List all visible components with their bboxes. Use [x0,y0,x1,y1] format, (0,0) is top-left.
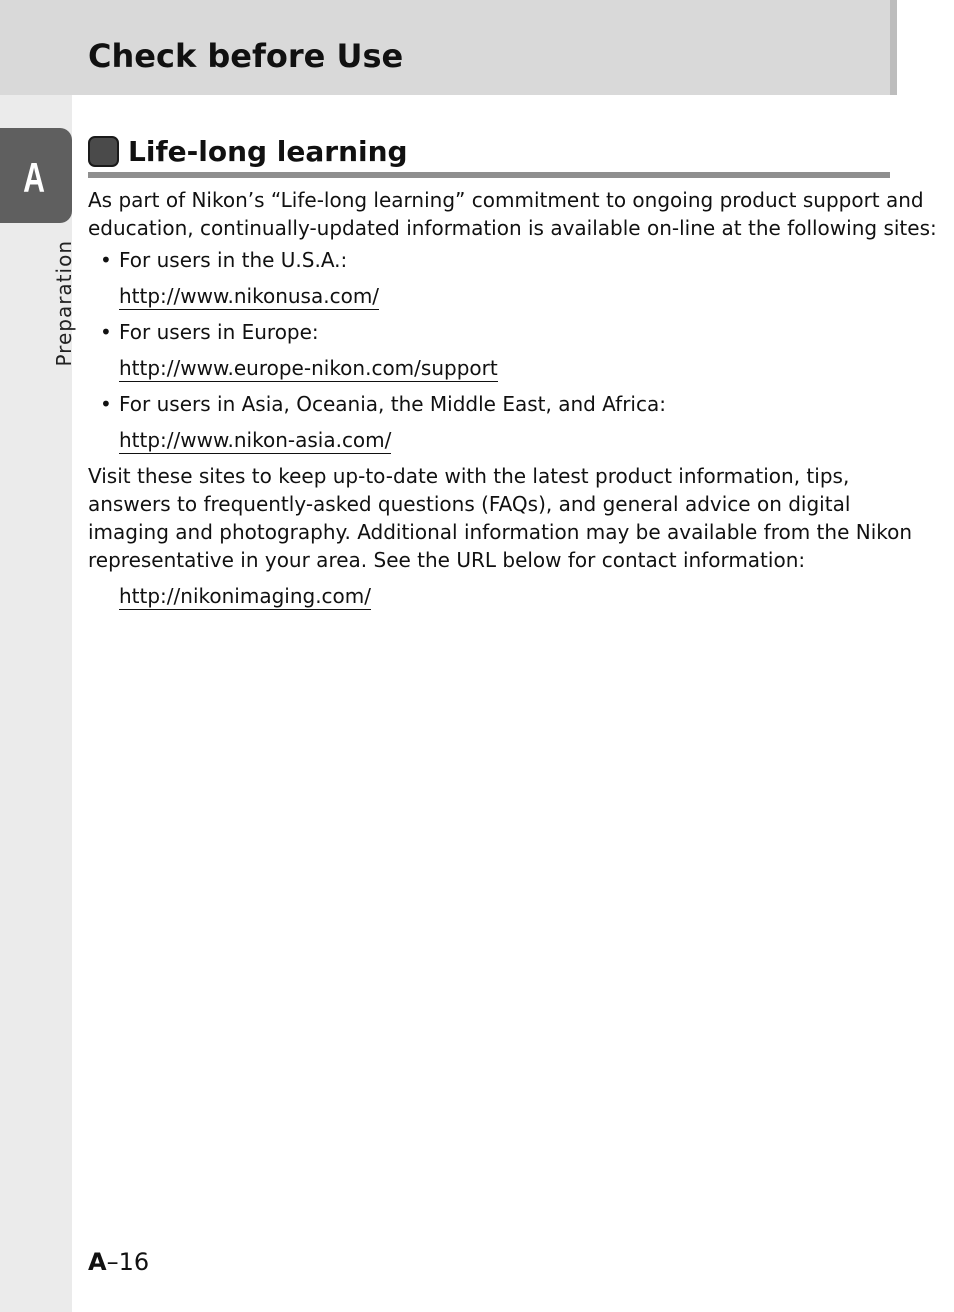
page-number-suffix: –16 [106,1248,150,1276]
list-item-label: For users in the U.S.A.: [119,248,348,272]
section-body [88,186,937,610]
visit-paragraph [88,462,913,574]
intro-paragraph [88,186,937,242]
section-divider [88,172,890,178]
visit-line: imaging and photography. Additional information may be available from the Nikon [88,520,913,544]
site-list [88,246,888,454]
square-bullet-icon [88,136,119,167]
list-item [88,390,888,454]
europe-site-link[interactable]: http://www.europe-nikon.com/support [119,356,498,380]
usa-site-link[interactable]: http://www.nikonusa.com/ [119,284,380,308]
header-edge [890,0,897,95]
bullet-dot: • [100,392,112,416]
section-title: Life-long learning [128,135,408,168]
page-number-letter: A [88,1248,107,1276]
contact-site-link[interactable]: http://nikonimaging.com/ [119,584,372,608]
page-number [88,1246,149,1278]
bullet-dot: • [100,248,112,272]
list-item-label: For users in Asia, Oceania, the Middle East, and Africa: [119,392,666,416]
chapter-label: Preparation [52,240,76,367]
visit-line: answers to frequently-asked questions (FAQs), and general advice on digital [88,492,851,516]
page-title: Check before Use [88,37,404,75]
list-item [88,318,888,382]
bullet-dot: • [100,320,112,344]
visit-line: representative in your area. See the URL below for contact information: [88,548,806,572]
intro-line: As part of Nikon’s “Life-long learning” commitment to ongoing product support and [88,188,924,212]
asia-site-link[interactable]: http://www.nikon-asia.com/ [119,428,392,452]
intro-line: education, continually-updated information is available on-line at the following sites: [88,216,937,240]
list-item-label: For users in Europe: [119,320,319,344]
visit-line: Visit these sites to keep up-to-date with the latest product information, tips, [88,464,850,488]
chapter-letter: A [23,154,45,201]
list-item [88,246,888,310]
